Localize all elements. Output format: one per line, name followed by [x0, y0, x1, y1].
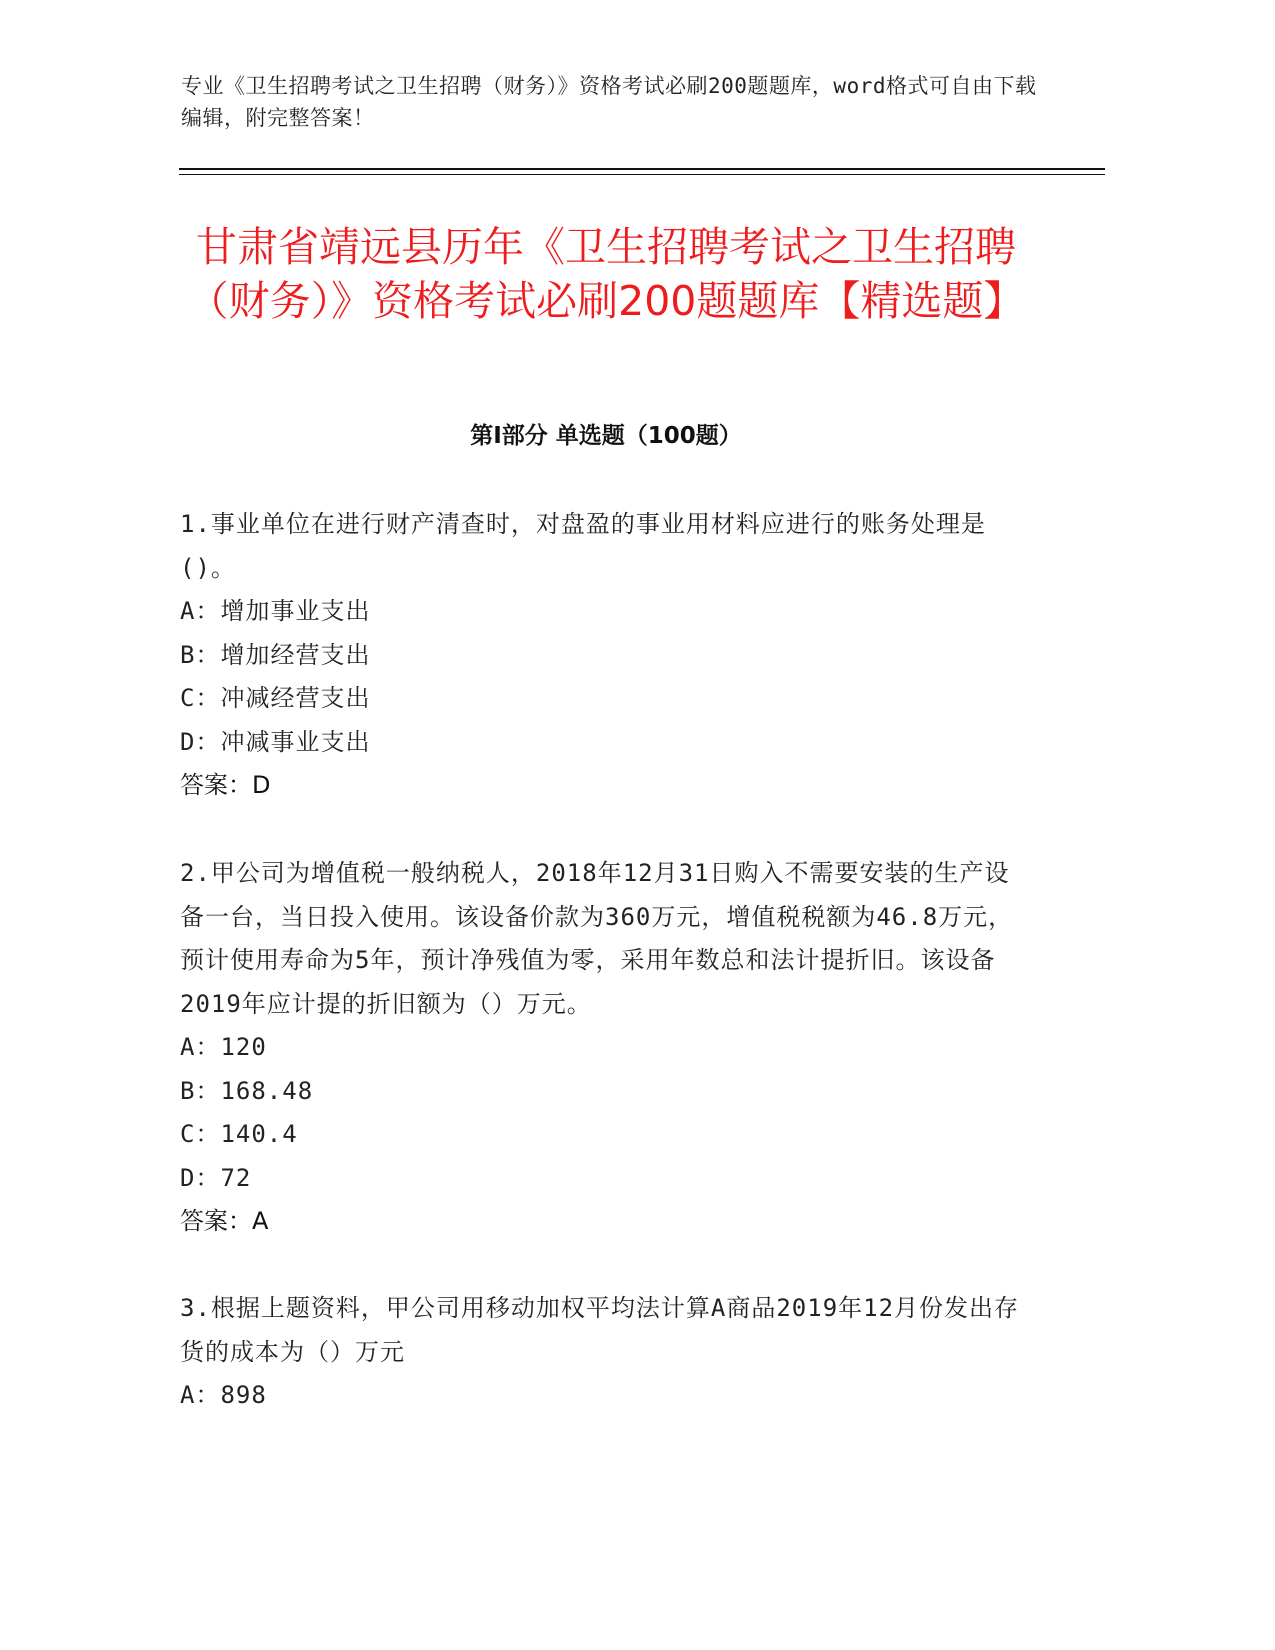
option-c: C：140.4: [180, 1120, 298, 1148]
document-title: 甘肃省靖远县历年《卫生招聘考试之卫生招聘（财务）》资格考试必刷200题题库【精选题】: [187, 223, 1025, 325]
option-d: D：冲减事业支出: [180, 727, 371, 756]
question-1: [180, 503, 1030, 808]
question-3: [180, 1287, 1030, 1418]
question-2: [180, 852, 1030, 1244]
question-stem: 1.事业单位在进行财产清查时，对盘盈的事业用材料应进行的账务处理是()。: [180, 510, 986, 582]
question-stem: 3.根据上题资料，甲公司用移动加权平均法计算A商品2019年12月份发出存货的成本为（）万元: [180, 1294, 1020, 1366]
option-a: A：898: [180, 1381, 267, 1409]
question-stem: 2.甲公司为增值税一般纳税人，2018年12月31日购入不需要安装的生产设备一台，当日投入使用。该设备价款为360万元，增值税税额为46.8万元，预计使用寿命为5年，预计净残值为零，采用年数总和法计提折旧。该设备2019年应计提的折旧额为（）万元。: [180, 859, 1014, 1018]
answer: 答案：D: [180, 771, 271, 799]
option-d: D：72: [180, 1163, 252, 1192]
header-divider-thick: [179, 168, 1105, 170]
option-a: A：120: [180, 1033, 267, 1061]
header-note: 专业《卫生招聘考试之卫生招聘（财务）》资格考试必刷200题题库，word格式可自由下载编辑，附完整答案！: [181, 74, 1037, 130]
answer: 答案：A: [180, 1207, 269, 1235]
option-b: B：增加经营支出: [180, 640, 371, 669]
option-b: B：168.48: [180, 1076, 314, 1105]
option-a: A：增加事业支出: [180, 597, 371, 625]
header-divider-thin: [179, 174, 1105, 175]
option-c: C：冲减经营支出: [180, 684, 371, 712]
section-title: 第Ⅰ部分 单选题（100题）: [470, 423, 742, 449]
